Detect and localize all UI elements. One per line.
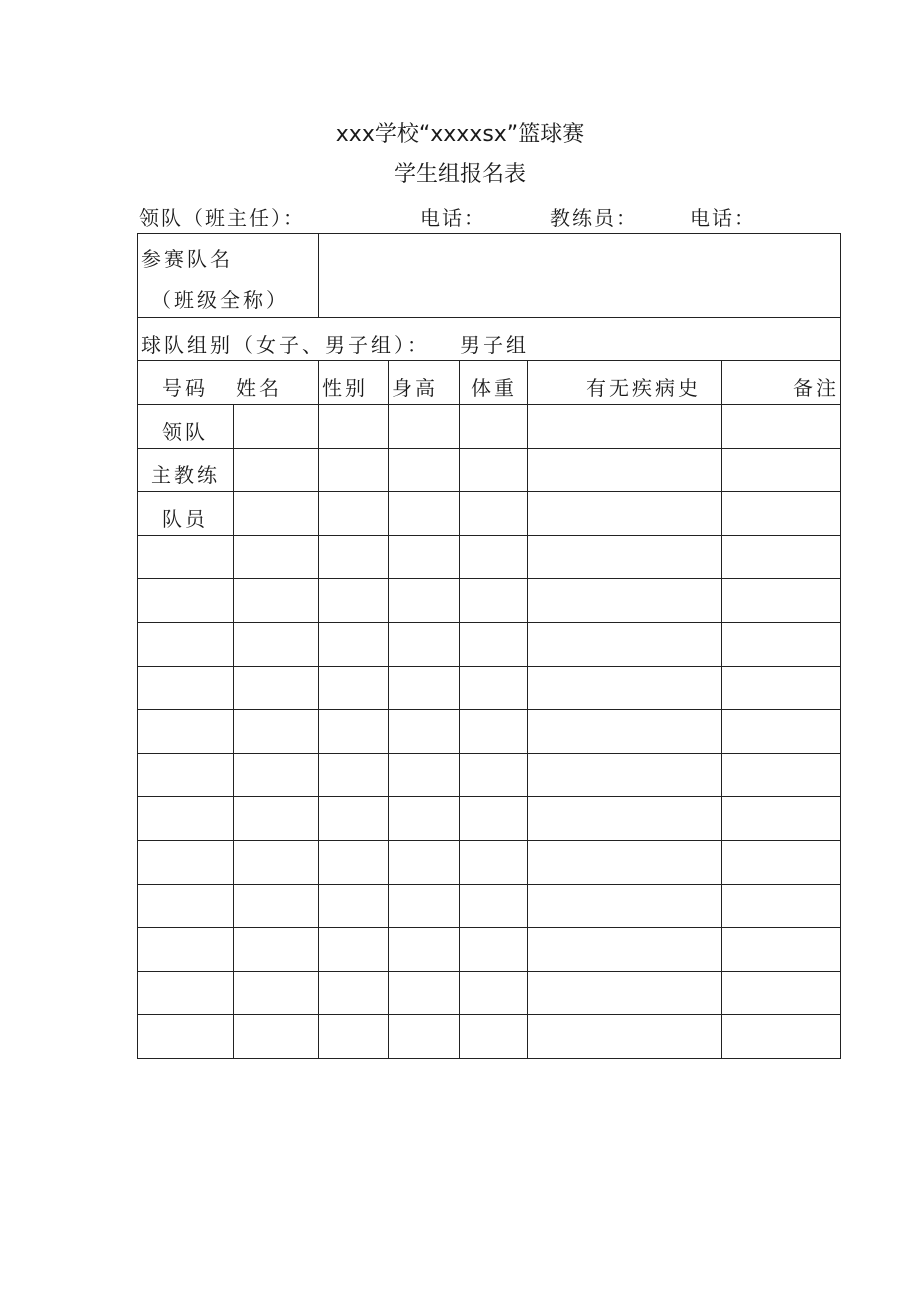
team-name-value[interactable] [328,264,828,288]
document-title: xxx学校“xxxxsx”篮球赛 [335,122,585,147]
row-divider [138,840,840,841]
group-label: 球队组别（女子、男子组）： [141,333,430,357]
leader-label: 领队（班主任）： [139,206,305,230]
team-name-label: 参赛队名 [141,247,233,271]
row-divider [138,971,840,972]
row-divider [138,535,840,536]
row-divider [138,491,840,492]
col-divider [388,360,389,1058]
row-label-head-coach: 主教练 [151,463,220,487]
header-gender: 性别 [322,376,368,400]
col-divider [527,360,528,1058]
row-divider [138,404,840,405]
team-name-sub-label: （班级全称） [151,288,289,312]
header-medical-history: 有无疾病史 [586,376,701,400]
row-divider [138,317,840,318]
col-divider [459,360,460,1058]
row-divider [138,884,840,885]
col-divider [721,360,722,1058]
header-height: 身高 [392,376,438,400]
row-divider [138,927,840,928]
row-divider [138,709,840,710]
header-number: 号码 [162,376,208,400]
col-divider [233,404,234,1058]
phone-label-2: 电话： [690,206,756,230]
row-divider [138,622,840,623]
header-name: 姓名 [236,376,282,400]
row-divider [138,753,840,754]
coach-label: 教练员： [550,206,638,230]
row-divider [138,666,840,667]
row-divider [138,360,840,361]
header-remarks: 备注 [793,376,839,400]
team-name-divider [318,234,319,317]
row-label-player: 队员 [162,507,208,531]
col-divider [318,360,319,1058]
row-divider [138,448,840,449]
document-subtitle: 学生组报名表 [393,162,526,187]
group-value[interactable]: 男子组 [460,333,529,357]
registration-form [137,233,841,1059]
header-weight: 体重 [471,376,517,400]
row-label-leader: 领队 [162,420,208,444]
row-divider [138,578,840,579]
row-divider [138,796,840,797]
phone-label-1: 电话： [420,206,486,230]
row-divider [138,1014,840,1015]
